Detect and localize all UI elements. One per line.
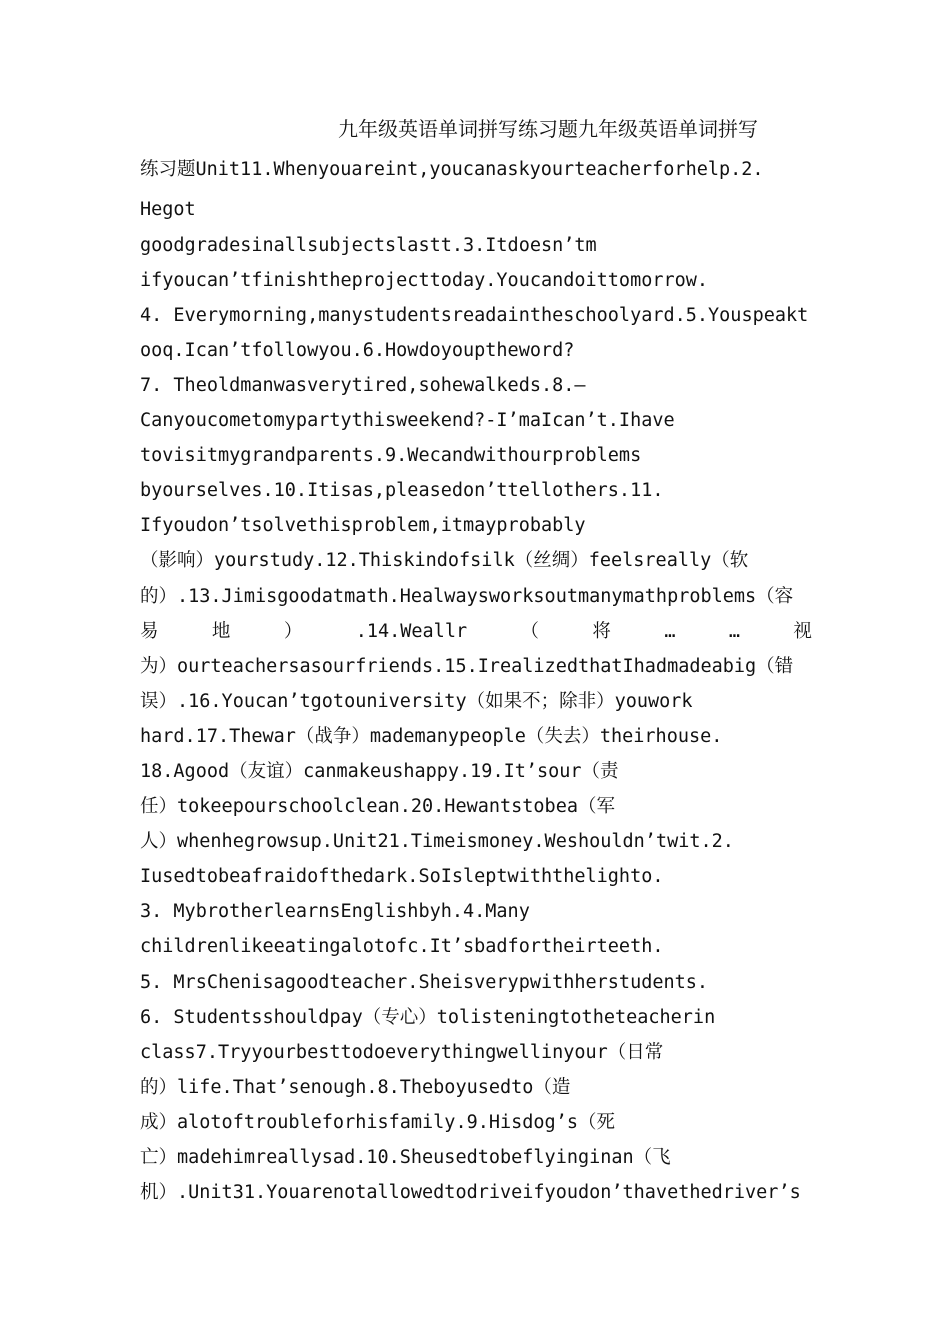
text-fragment: .14.Weallr [355,621,468,642]
text-line: 为）ourteachersasourfriends.15.IrealizedthatIhadmadeabig（错 [140,656,794,677]
text-line: ooq.Ican’tfollowyou.6.Howdoyouptheword? [140,340,575,361]
text-line: Ifyoudon’tsolvethisproblem,itmayprobably [140,515,586,536]
text-fragment: … [664,621,676,642]
text-line: Canyoucometomypartythisweekend?-I’maIcan’t.Ihave [140,410,675,431]
text-fragment: 视 [793,621,812,642]
text-fragment: 将 [592,621,611,642]
text-fragment: 地 [211,621,231,642]
text-line: 5. MrsChenisagoodteacher.Sheisverypwithherstudents. [140,972,709,993]
text-line: ifyoucan’tfinishtheprojecttoday.Youcandoittomorrow. [140,270,709,291]
text-line: 4. Everymorning,manystudentsreadaintheschoolyard.5.Youspeakt [140,305,809,326]
text-line: 误）.16.Youcan’tgotouniversity（如果不；除非）youwork [140,691,693,712]
document-title: 九年级英语单词拼写练习题九年级英语单词拼写 [338,117,758,141]
text-line: Iusedtobeafraidofthedark.SoIsleptwiththelighto. [140,866,664,887]
text-line: byourselves.10.Itisas,pleasedon’ttellothers.11. [140,480,664,501]
text-line: childrenlikeeatingalotofc.It’sbadfortheirteeth. [140,936,664,957]
text-fragment: （ [520,621,540,642]
text-fragment: ） [283,621,303,642]
text-line: 3. MybrotherlearnsEnglishbyh.4.Many [140,901,530,922]
text-line: class7.Tryyourbesttodoeverythingwellinyour（日常 [140,1042,664,1063]
text-line: 任）tokeepourschoolclean.20.Hewantstobea（军 [140,796,615,817]
text-line: goodgradesinallsubjectslastt.3.Itdoesn’tm [140,235,597,256]
text-line: 成）alotoftroubleforhisfamily.9.Hisdog’s（死 [140,1112,615,1133]
text-line: 的）life.That’senough.8.Theboyusedto（造 [140,1077,571,1098]
text-line: tovisitmygrandparents.9.Wecandwithourproblems [140,445,642,466]
text-fragment: … [728,621,740,642]
text-line: （影响）yourstudy.12.Thiskindofsilk（丝绸）feelsreally（软 [140,550,749,571]
text-line: 人）whenhegrowsup.Unit21.Timeismoney.Weshouldn’twit.2. [140,831,734,852]
text-fragment: 易 [140,621,159,642]
text-line: 6. Studentsshouldpay（专心）tolisteningtotheteacherin [140,1007,716,1028]
text-line: 的）.13.Jimisgoodatmath.Healwaysworksoutmanymathproblems（容 [140,586,794,607]
text-line: 18.Agood（友谊）canmakeushappy.19.It’sour（责 [140,761,619,782]
text-line: 机）.Unit31.Youarenotallowedtodriveifyoudon’thavethedriver’s [140,1182,801,1203]
text-line: 7. Theoldmanwasverytired,sohewalkeds.8.— [140,375,586,396]
text-line: 练习题Unit11.Whenyouareint,youcanaskyourteacherforhelp.2. [140,159,764,180]
text-line: 亡）madehimreallysad.10.Sheusedtobeflyinginan（飞 [140,1147,671,1168]
justified-text-line [140,619,812,645]
text-line: hard.17.Thewar（战争）mademanypeople（失去）theirhouse. [140,726,723,747]
text-line: Hegot [140,199,196,220]
